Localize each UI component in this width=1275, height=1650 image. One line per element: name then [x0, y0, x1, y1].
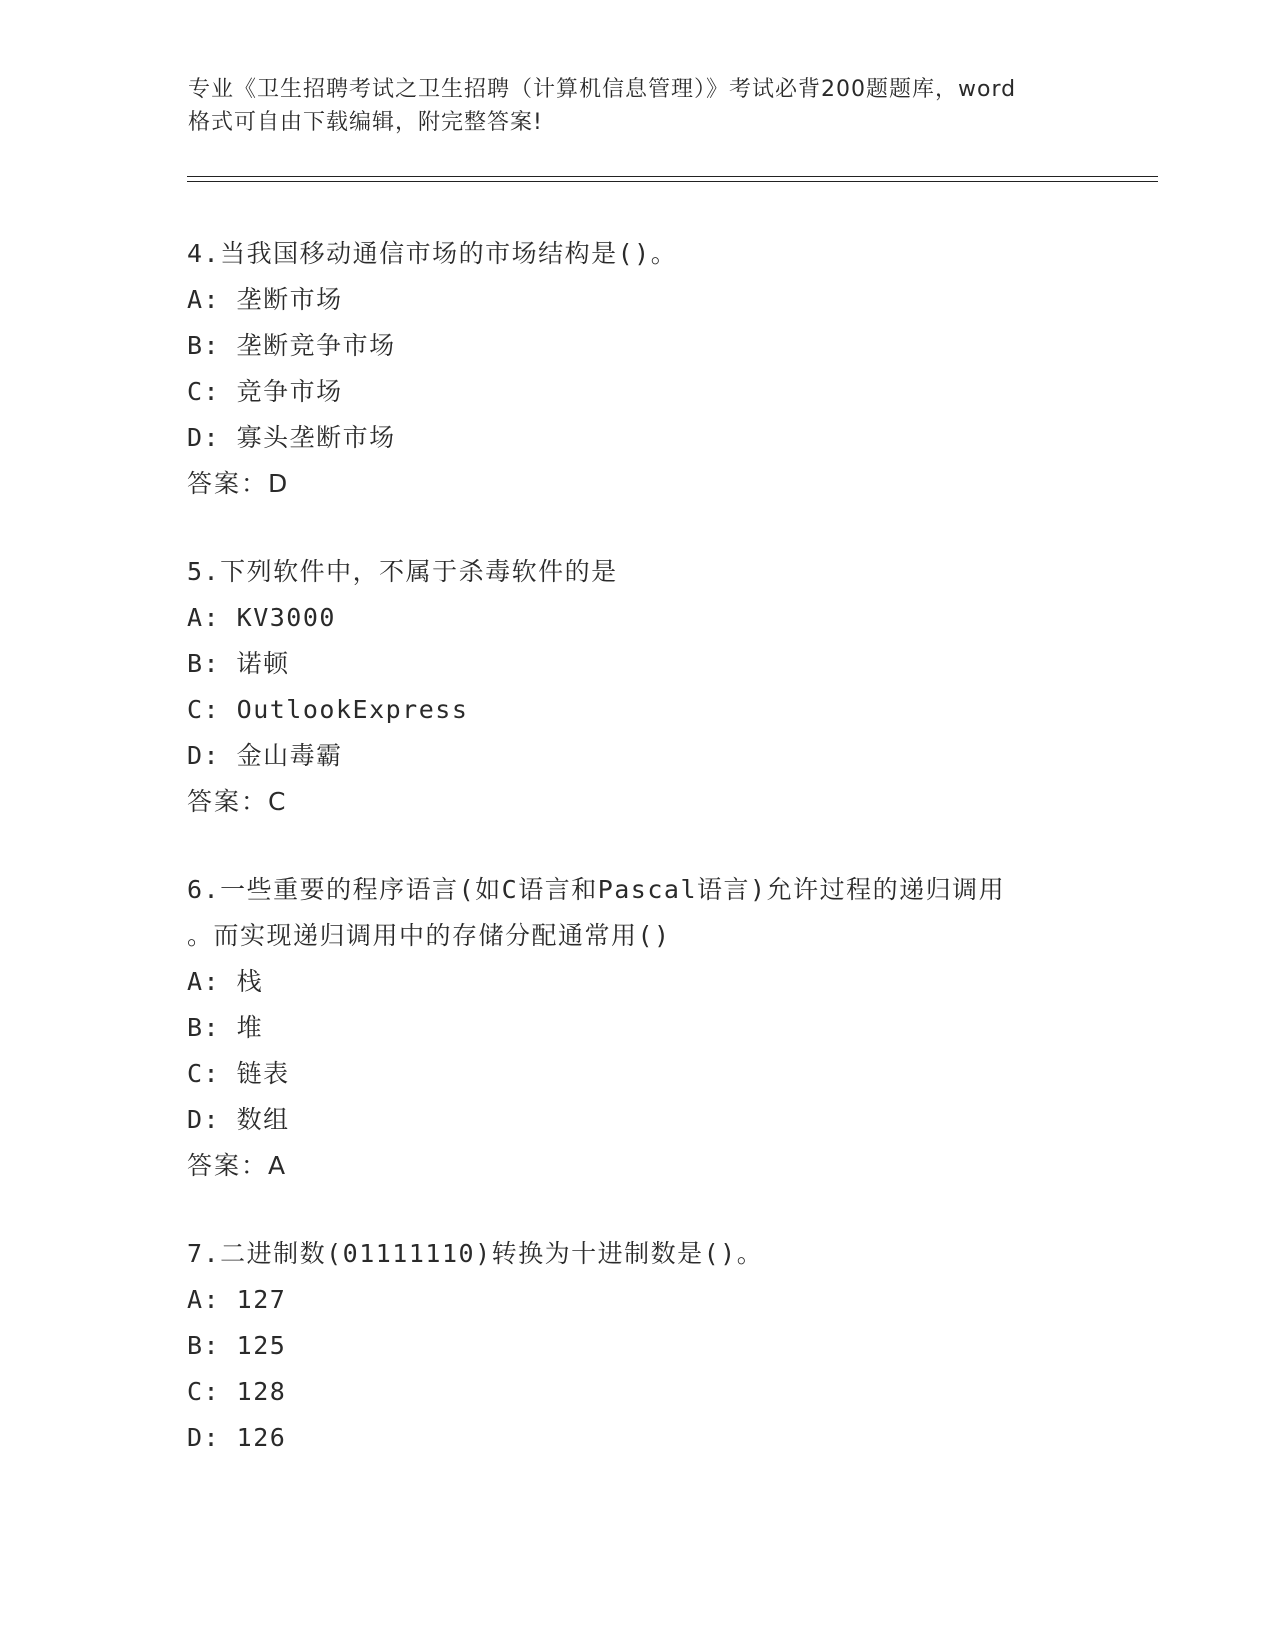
option-b: B: 125 [187, 1331, 287, 1360]
question-7 [187, 1231, 1187, 1461]
header-divider-bottom [187, 181, 1158, 182]
header-line-2: 格式可自由下载编辑，附完整答案! [188, 110, 543, 135]
question-stem: 5.下列软件中，不属于杀毒软件的是 [187, 557, 618, 586]
option-b: B: 垄断竞争市场 [187, 331, 396, 360]
answer-line [187, 1143, 1187, 1189]
question-stem-continued: 。而实现递归调用中的存储分配通常用() [187, 921, 671, 950]
question-6 [187, 867, 1187, 1189]
answer-label: 答案： [187, 787, 269, 816]
option-a: A: 栈 [187, 967, 264, 996]
question-stem: 4.当我国移动通信市场的市场结构是()。 [187, 239, 678, 268]
answer-value: C [268, 787, 287, 816]
header-divider-top [187, 176, 1158, 177]
option-d: D: 金山毒霸 [187, 741, 343, 770]
question-4 [187, 231, 1187, 507]
option-c: C: 竞争市场 [187, 377, 343, 406]
option-c: C: OutlookExpress [187, 695, 469, 724]
answer-value: A [268, 1151, 287, 1180]
answer-line [187, 461, 1187, 507]
option-d: D: 126 [187, 1423, 287, 1452]
option-b: B: 堆 [187, 1013, 264, 1042]
option-c: C: 链表 [187, 1059, 290, 1088]
question-5 [187, 549, 1187, 825]
answer-label: 答案： [187, 1151, 269, 1180]
answer-value: D [268, 469, 289, 498]
answer-line [187, 779, 1187, 825]
question-stem: 6.一些重要的程序语言(如C语言和Pascal语言)允许过程的递归调用 [187, 875, 1006, 904]
document-header [188, 73, 1088, 139]
option-a: A: 127 [187, 1285, 287, 1314]
option-a: A: 垄断市场 [187, 285, 343, 314]
question-stem: 7.二进制数(01111110)转换为十进制数是()。 [187, 1239, 764, 1268]
option-a: A: KV3000 [187, 603, 336, 632]
option-d: D: 寡头垄断市场 [187, 423, 396, 452]
header-line-1: 专业《卫生招聘考试之卫生招聘（计算机信息管理）》考试必背200题题库，word [188, 77, 1017, 102]
option-b: B: 诺顿 [187, 649, 290, 678]
option-d: D: 数组 [187, 1105, 290, 1134]
option-c: C: 128 [187, 1377, 287, 1406]
answer-label: 答案： [187, 469, 269, 498]
